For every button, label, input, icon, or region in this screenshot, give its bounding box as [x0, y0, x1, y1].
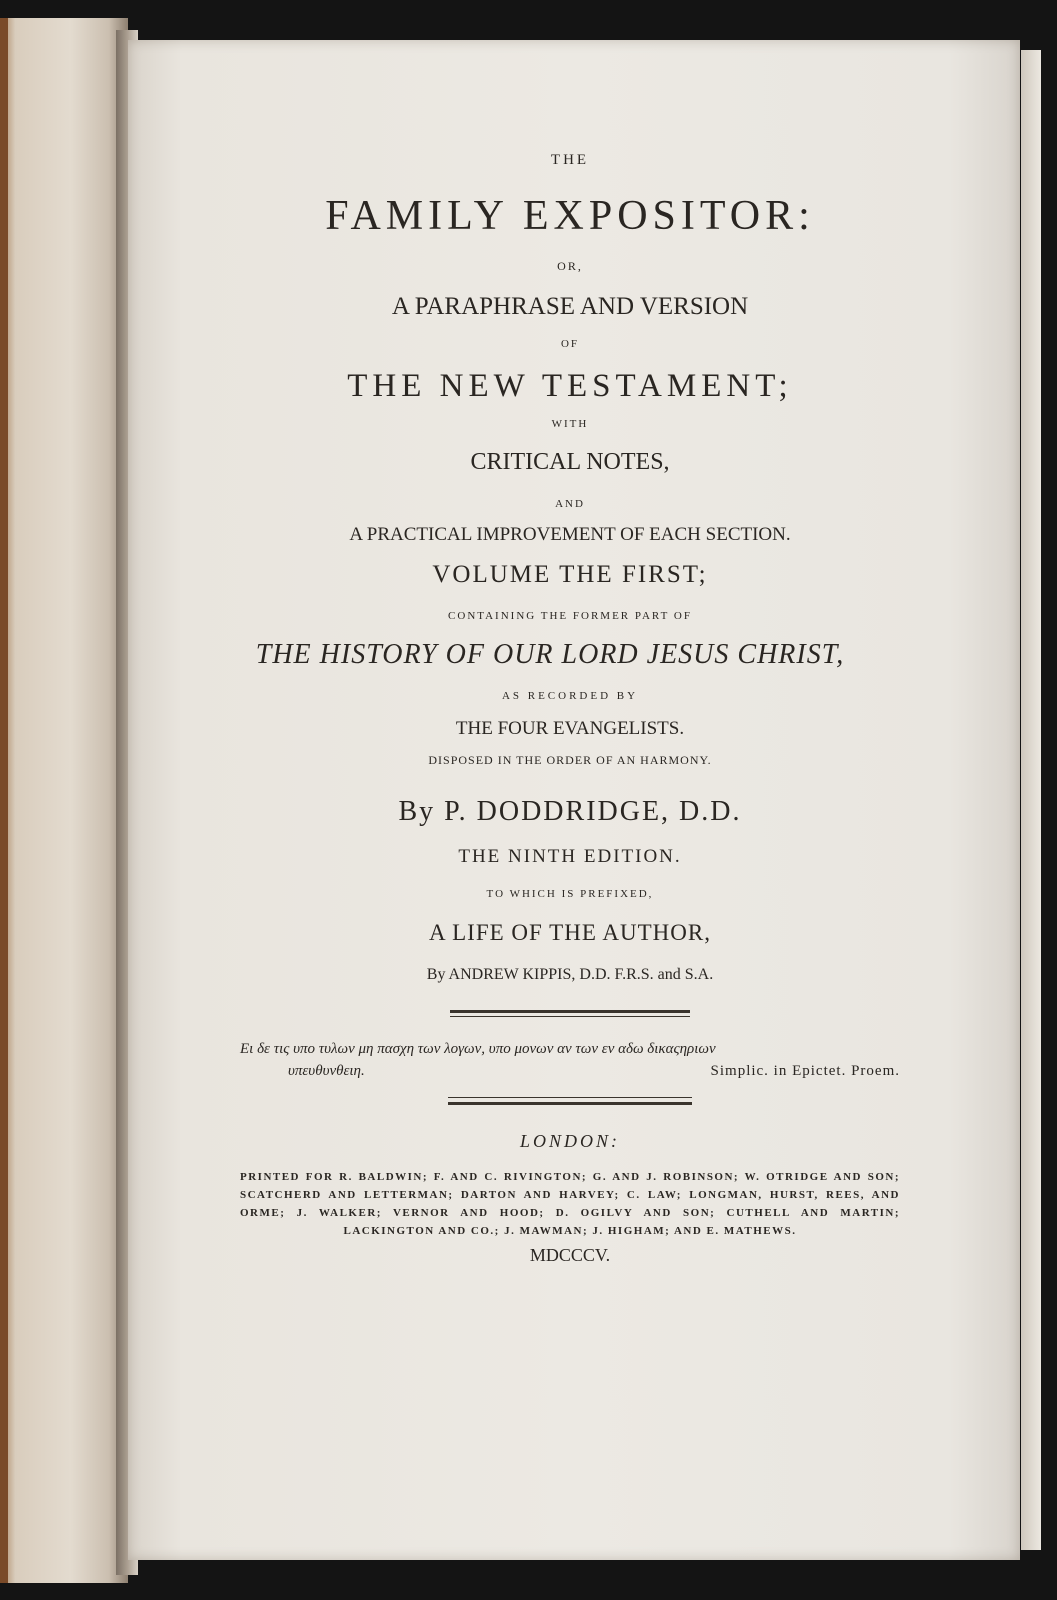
epigraph-line-2: υπευθυνθειη. — [288, 1063, 365, 1079]
title-with: WITH — [551, 418, 589, 430]
life-line: A LIFE OF THE AUTHOR, — [429, 920, 711, 945]
epigraph-line-1: Ει δε τις υπο τυλων μη πασχη των λογων, υπο μονων αν των εν αδω δικαςηριων — [240, 1041, 716, 1057]
epigraph-citation: Simplic. in Epictet. Proem. — [710, 1063, 900, 1079]
main-title: FAMILY EXPOSITOR: — [325, 193, 815, 239]
containing-line: CONTAINING THE FORMER PART OF — [448, 610, 692, 622]
page-edge — [1021, 50, 1041, 1550]
as-recorded-line: AS RECORDED BY — [501, 690, 639, 702]
disposed-line: DISPOSED IN THE ORDER OF AN HARMONY. — [428, 753, 712, 767]
critical-notes: CRITICAL NOTES, — [470, 449, 670, 475]
ornamental-rule-top — [450, 1008, 690, 1022]
left-page — [0, 18, 128, 1583]
imprint-printers: PRINTED FOR R. BALDWIN; F. AND C. RIVINGTON; G. AND J. ROBINSON; W. OTRIDGE AND SON; SCATCHERD AND LETTERMAN; DARTON AND HARVEY; C. LAW; LONGMAN, HURST, REES, AND ORME; J. WALKER; VERNOR AND HOOD; D. OGILVY AND SON; CUTHELL AND MARTIN; LACKINGTON AND CO.; J. MAWMAN; J. HIGHAM; AND E. MATHEWS. — [240, 1171, 900, 1237]
volume-title: VOLUME THE FIRST; — [432, 561, 708, 588]
testament-title: THE NEW TESTAMENT; — [347, 368, 793, 404]
greek-epigraph — [240, 1038, 900, 1082]
title-and: AND — [555, 498, 585, 510]
imprint-year: MDCCCV. — [529, 1245, 611, 1265]
subtitle: A PARAPHRASE AND VERSION — [391, 293, 749, 320]
evangelists-line: THE FOUR EVANGELISTS. — [455, 718, 685, 739]
book-spine-edge — [0, 18, 8, 1583]
prefixed-line: TO WHICH IS PREFIXED, — [486, 888, 654, 900]
edition-line: THE NINTH EDITION. — [458, 846, 682, 867]
imprint-place: LONDON: — [519, 1131, 620, 1151]
title-or: OR, — [557, 259, 583, 273]
ornamental-rule-bottom — [448, 1096, 692, 1108]
history-title: THE HISTORY OF OUR LORD JESUS CHRIST, — [255, 639, 845, 670]
title-of: OF — [560, 338, 580, 350]
title-the: THE — [550, 152, 590, 168]
title-page-content — [140, 150, 1000, 1272]
life-author-line: By ANDREW KIPPIS, D.D. F.R.S. and S.A. — [426, 966, 714, 983]
author-line: By P. DODDRIDGE, D.D. — [398, 796, 742, 827]
practical-improvement: A PRACTICAL IMPROVEMENT OF EACH SECTION. — [349, 524, 791, 545]
